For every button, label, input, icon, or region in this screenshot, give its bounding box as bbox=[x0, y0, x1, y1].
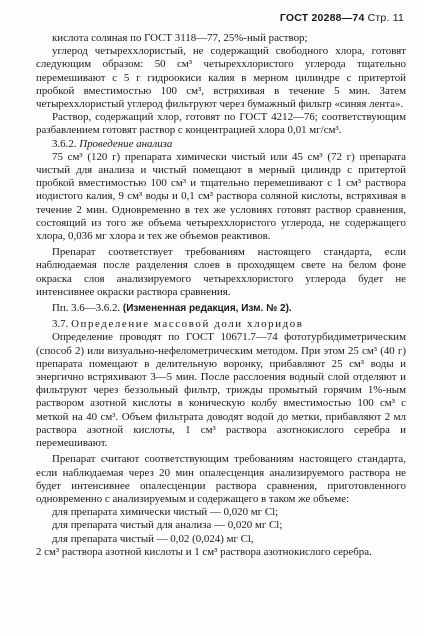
limit-pure: для препарата чистый — 0,02 (0,024) мг Cl, bbox=[52, 532, 254, 545]
amendment-note bbox=[36, 302, 406, 315]
amendment-clauses: Пп. 3.6—3.6.2. bbox=[52, 302, 121, 315]
acceptance-criterion: Препарат соответствует требованиям настоящего стандарта, если наблюдаемая после разделения слоев в проходящем свете на белом фоне окраска слоя анализируемого четыреххлористого углерода будет не интенсивнее окраски раствора сравнения. bbox=[36, 246, 406, 298]
page-header bbox=[36, 12, 406, 24]
chlorides-procedure: Определение проводят по ГОСТ 10671.7—74 фототурбидиметрическим (способ 2) или визуально-нефелометрическим методом. При этом 25 см³ (40 г) препарата помещают в делительную воронку, прибавляют 25 см³ воды и энергично встряхивают 3—5 мин. После расслоения водный слой отделяют и фильтруют через беззольный фильтр, трижды промытый горячим 1%-ным раствором азотной кислоты в коническую колбу вместимостью 100 см³ с меткой на 40 см³. Объем фильтрата доводят водой до метки, прибавляют 2 мл раствора азотной кислоты, 1 см³ раствора азотнокислого серебра и перемешивают. bbox=[36, 331, 406, 450]
page-number: Стр. 11 bbox=[367, 12, 404, 24]
section-3-6-2-heading bbox=[36, 138, 406, 151]
reagent-hcl: кислота соляная по ГОСТ 3118—77, 25%-ный раствор; bbox=[52, 32, 308, 44]
reagents-final: 2 см³ раствора азотной кислоты и 1 см³ раствора азотнокислого серебра. bbox=[36, 545, 372, 558]
reagent-ccl4: углерод четыреххлористый, не содержащий свободного хлора, готовят следующим образом: 50 см³ четыреххлористого углерода тщательно перемешивают с 5 г гидроокиси калия в мерном цилиндре с притертой пробкой вместимостью 100 см³, встряхивая в течение 5 мин. Затем четыреххлористый углерод фильтруют через бумажный фильтр «синяя лента». bbox=[36, 45, 406, 111]
analysis-procedure: 75 см³ (120 г) препарата химически чистый или 45 см³ (72 г) препарата чистый для анализа и чистый помещают в мерный цилиндр с притертой пробкой вместимостью 100 см³ и тщательно перемешивают с 1 см³ раствора иодистого калия, 9 см³ воды и 0,1 см³ раствора соляной кислоты, встряхивая в течение 2 мин. Одновременно в тех же условиях готовят раствор сравнения, состоящий из того же объема четыреххлористого углерода, не содержащего хлора, 0,036 мг хлора и тех же объемов реактивов. bbox=[36, 150, 406, 243]
amendment-text: (Измененная редакция, Изм. № 2). bbox=[122, 303, 292, 315]
section-3-6-2-number: 3.6.2. bbox=[52, 137, 77, 150]
chlorides-criterion: Препарат считают соответствующим требованиям настоящего стандарта, если наблюдаемая через 20 мин опалесценция анализируемого раствора не будет интенсивнее опалесценции раствора сравнения, приготовленного одновременно с анализируемым и содержащего в таком же объеме: bbox=[36, 453, 406, 505]
section-3-6-2-title: Проведение анализа bbox=[79, 137, 173, 150]
section-3-7-heading bbox=[36, 318, 406, 331]
chlorine-solution: Раствор, содержащий хлор, готовят по ГОСТ 4212—76; соответствующим разбавлением готовят раствор с концентрацией хлора 0,01 мг/см³. bbox=[36, 111, 406, 137]
section-3-7-number: 3.7. bbox=[52, 318, 69, 331]
section-3-7-title: Определение массовой доли хлоридов bbox=[71, 318, 304, 331]
limit-analytical: для препарата чистый для анализа — 0,020 мг Cl; bbox=[52, 519, 283, 532]
gost-number: ГОСТ 20288—74 bbox=[279, 12, 365, 24]
limit-chem-pure: для препарата химически чистый — 0,020 мг Cl; bbox=[52, 506, 279, 519]
